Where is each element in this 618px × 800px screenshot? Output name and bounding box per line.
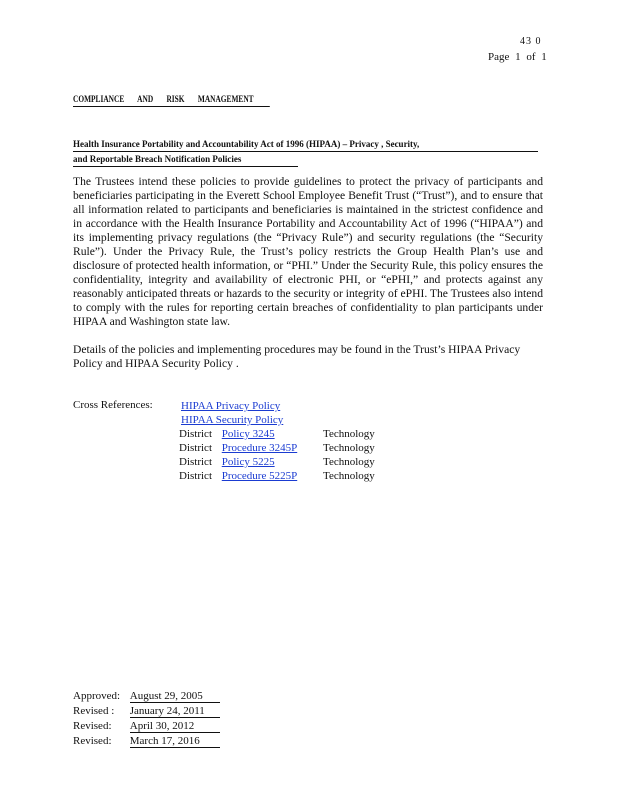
approval-label: Revised: [73,720,112,732]
approval-row [73,704,220,719]
approval-label: Revised : [73,705,115,717]
approval-history [73,689,220,749]
cross-reference-link[interactable]: HIPAA Security Policy [181,414,284,426]
approval-date: March 17, 2016 [130,735,220,748]
policy-title-line-2: and Reportable Breach Notification Policies [73,152,298,167]
cross-reference-category: Technology [323,442,375,454]
cross-reference-link[interactable]: Policy 3245 [221,428,275,440]
cross-reference-prefix: District [179,442,212,454]
approval-label: Approved: [73,690,121,702]
cross-references-label: Cross References: [73,399,153,411]
approval-date: August 29, 2005 [130,690,220,703]
cross-reference-item [179,427,379,441]
approval-row [73,719,220,734]
cross-reference-prefix: District [179,428,212,440]
approval-label: Revised: [73,735,112,747]
policy-title [73,137,538,167]
policy-body-paragraph: The Trustees intend these policies to provide guidelines to protect the privacy of participants and beneficiaries participating in the Everett School Employee Benefit Trust (“Trust”), and to ensure that all information related to participants and beneficiaries is maintained in the strictest confidence and in accordance with the Health Insurance Portability and Accountability Act of 1996 (“HIPAA”) and its implementing privacy regulations (the “Privacy Rule”) and security regulations (the “Security Rule”). Under the Privacy Rule, the Trust’s policy restricts the Group Health Plan’s use and disclosure of protected health information, or “PHI.” Under the Security Rule, this policy ensures the confidentiality, integrity and availability of electronic PHI, or “ePHI,” and protects against any reasonably anticipated threats or hazards to the security or integrity of ePHI. The Trustees also intend to comply with the rules for reporting certain breaches of confidentiality to plan participants under HIPAA and Washington state law. [73,175,543,328]
cross-reference-link[interactable]: HIPAA Privacy Policy [181,400,281,412]
cross-reference-category: Technology [323,456,375,468]
cross-references-list [181,399,381,483]
cross-reference-item [179,469,379,483]
document-number: 43 0 [520,36,542,47]
cross-reference-category: Technology [323,470,375,482]
cross-reference-item [181,413,381,427]
cross-reference-item [179,455,379,469]
approval-date: January 24, 2011 [130,705,220,718]
section-title: COMPLIANCE AND RISK MANAGEMENT [73,94,270,107]
approval-row [73,689,220,704]
cross-reference-prefix: District [179,470,212,482]
cross-reference-link[interactable]: Policy 5225 [221,456,275,468]
cross-reference-prefix: District [179,456,212,468]
cross-reference-link[interactable]: Procedure 5225P [221,470,298,482]
cross-reference-category: Technology [323,428,375,440]
cross-reference-item [181,399,381,413]
policy-details-paragraph: Details of the policies and implementing procedures may be found in the Trust’s HIPAA Privacy Policy and HIPAA Security Policy . [73,343,521,370]
approval-row [73,734,220,749]
cross-reference-item [179,441,379,455]
policy-title-line-1: Health Insurance Portability and Accountability Act of 1996 (HIPAA) – Privacy , Security, [73,137,538,152]
cross-reference-link[interactable]: Procedure 3245P [221,442,298,454]
page-count: Page 1 of 1 [488,51,547,63]
approval-date: April 30, 2012 [130,720,220,733]
